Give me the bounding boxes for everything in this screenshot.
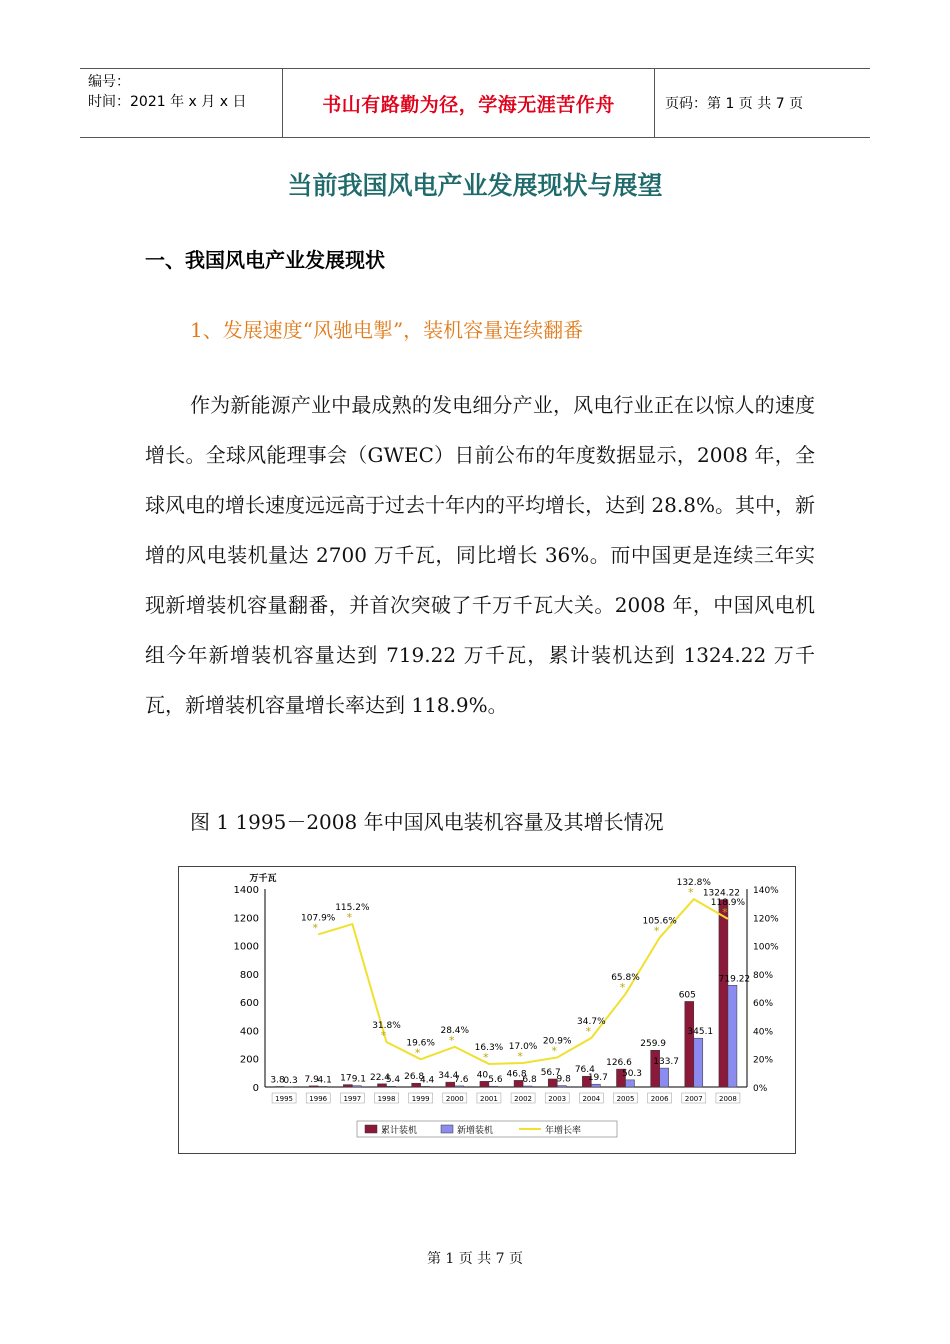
bar-cumulative-label: 56.7 [540,1067,561,1078]
x-tick-label: 2005 [616,1095,635,1103]
growth-rate-label: 34.7% [577,1016,606,1027]
bar-new-label: 19.7 [587,1073,608,1084]
x-tick-label: 1998 [377,1095,396,1103]
bar-cumulative [719,900,728,1087]
header-page-cell [655,69,870,137]
page-header [80,68,870,138]
header-page-label: 页码：第 1 页 共 7 页 [665,96,804,112]
y-tick-label: 400 [239,1026,259,1038]
y2-tick-label: 60% [753,999,774,1010]
figure-caption: 图 1 1995－2008 年中国风电装机容量及其增长情况 [190,810,664,834]
bar-new-label: 50.3 [621,1068,643,1079]
bar-new-label: 0.3 [283,1075,298,1086]
bar-cumulative-label: 126.6 [606,1058,632,1069]
growth-rate-label: 115.2% [335,903,370,914]
bar-cumulative-label: 7.9 [304,1074,319,1085]
bar-cumulative-label: 1324.22 [702,888,741,899]
bar-new [728,985,737,1087]
y-tick-label: 0 [252,1083,259,1094]
bar-cumulative-label: 26.8 [404,1072,425,1083]
x-tick-label: 2008 [719,1095,737,1103]
growth-rate-label: 28.4% [440,1025,470,1036]
bar-new [352,1086,361,1087]
bar-new-label: 133.7 [653,1057,680,1068]
x-tick-label: 2004 [582,1095,601,1103]
bar-new [626,1080,635,1087]
x-tick-label: 2002 [514,1095,532,1103]
y-tick-label: 600 [239,998,259,1010]
legend-label-cumulative: 累计装机 [381,1126,418,1136]
growth-rate-label: 105.6% [642,916,677,927]
bar-cumulative-label: 605 [678,990,696,1001]
y2-tick-label: 140% [753,886,779,896]
y2-tick-label: 20% [753,1055,774,1066]
bar-new-label: 9.1 [351,1074,367,1085]
y-tick-label: 1400 [233,885,259,896]
bar-new-label: 345.1 [687,1027,714,1038]
y2-tick-label: 100% [753,942,779,953]
bar-new-label: 5.6 [488,1075,503,1086]
x-tick-label: 1995 [275,1095,293,1103]
growth-rate-label: 107.9% [301,913,336,924]
growth-rate-label: 31.8% [372,1021,401,1032]
growth-rate-label: 132.8% [676,878,711,889]
bar-new [387,1086,396,1087]
bar-cumulative-label: 17 [340,1073,352,1084]
legend-swatch-cumulative [365,1125,377,1133]
bar-new-label: 4.4 [419,1075,435,1086]
y2-tick-label: 80% [753,970,774,981]
bar-cumulative-label: 34.4 [438,1071,459,1082]
doc-number-label: 编号： [88,74,130,90]
bar-new-label: 7.6 [454,1074,469,1085]
bar-new [489,1086,498,1087]
document-title: 当前我国风电产业发展现状与展望 [287,171,663,200]
bar-new-label: 5.4 [385,1075,401,1086]
bar-cumulative [651,1050,660,1087]
legend-swatch-new [441,1125,453,1133]
header-motto: 书山有路勤为径，学海无涯苦作舟 [322,93,615,116]
bar-new [591,1084,600,1087]
bar-new-label: 6.8 [522,1075,537,1086]
bar-cumulative-label: 40 [476,1070,489,1081]
section-heading: 一、我国风电产业发展现状 [145,248,385,272]
x-tick-label: 2000 [445,1095,464,1103]
legend-label-growth: 年增长率 [545,1126,582,1136]
header-motto-cell [282,69,655,137]
growth-rate-label: 118.9% [710,897,746,908]
bar-cumulative [275,1086,284,1087]
x-tick-label: 1997 [343,1095,362,1103]
growth-rate-marker: * [722,905,728,919]
bar-cumulative-label: 3.8 [270,1075,285,1086]
growth-rate-marker: * [653,924,660,938]
page-footer: 第 1 页 共 7 页 [426,1251,524,1267]
bar-cumulative [343,1085,352,1087]
y-tick-label: 1200 [233,913,259,925]
x-tick-label: 2006 [650,1095,669,1103]
bar-new [523,1086,532,1087]
y-tick-label: 1000 [233,941,259,953]
growth-rate-label: 20.9% [542,1036,572,1047]
growth-rate-marker: * [380,1029,387,1043]
growth-rate-marker: * [517,1049,523,1063]
growth-rate-marker: * [619,980,626,994]
doc-date-label: 时间：2021 年 x 月 x 日 [88,94,247,110]
growth-rate-marker: * [449,1033,455,1047]
bar-new-label: 9.8 [556,1074,571,1085]
bar-cumulative-label: 46.8 [506,1069,527,1080]
bar-cumulative-label: 259.9 [640,1039,667,1050]
growth-rate-marker: * [688,886,694,900]
bar-new-label: 719.22 [718,974,751,985]
x-tick-label: 2007 [684,1095,703,1103]
bar-cumulative [309,1086,318,1087]
header-info-cell [80,69,282,137]
growth-rate-marker: * [551,1044,557,1058]
growth-rate-label: 17.0% [508,1041,538,1052]
bar-new [318,1086,327,1087]
growth-rate-marker: * [483,1050,489,1064]
legend-label-new: 新增装机 [457,1126,494,1136]
bar-new [660,1068,669,1087]
bar-new [421,1086,430,1087]
body-paragraph: 作为新能源产业中最成熟的发电细分产业，风电行业正在以惊人的速度增长。全球风能理事会（GWEC）日前公布的年度数据显示，2008 年，全球风电的增长速度远远高于过去十年内的平均增长，达到 28.8%。其中，新增的风电装机量达 2700 万千瓦，同比增长 36%。而中国更是连续三年实现新增装机容量翻番，并首次突破了千万千瓦大关。2008 年，中国风电机组今年新增装机容量达到 719.22 万千瓦，累计装机达到 1324.22 万千瓦，新增装机容量增长率达到 118.9%。 [145,393,815,717]
y2-tick-label: 0% [753,1084,768,1094]
growth-rate-label: 16.3% [474,1042,504,1053]
x-tick-label: 1999 [411,1095,430,1103]
x-tick-label: 1996 [309,1095,328,1103]
bar-new [694,1038,703,1087]
bar-new [557,1086,566,1087]
bar-new-label: 4.1 [317,1075,332,1086]
growth-rate-marker: * [585,1024,592,1038]
wind-capacity-chart [178,866,796,1154]
growth-rate-label: 65.8% [611,972,640,983]
bar-new [455,1086,464,1087]
x-tick-label: 2003 [548,1095,567,1103]
growth-rate-marker: * [346,911,353,925]
growth-rate-marker: * [312,921,318,935]
subsection-heading: 1、发展速度“风驰电掣”，装机容量连续翻番 [190,318,584,342]
chart-canvas [179,867,795,1153]
bar-cumulative-label: 22.4 [369,1072,391,1083]
bar-cumulative-label: 76.4 [574,1065,595,1076]
y2-tick-label: 120% [753,914,779,925]
y-axis-unit: 万千瓦 [249,874,277,884]
bar-cumulative [685,1001,694,1087]
growth-rate-label: 19.6% [406,1038,435,1049]
x-tick-label: 2001 [480,1095,498,1103]
y-tick-label: 200 [239,1054,259,1066]
y2-tick-label: 40% [753,1027,774,1038]
growth-rate-marker: * [414,1046,421,1060]
y-tick-label: 800 [239,969,259,981]
